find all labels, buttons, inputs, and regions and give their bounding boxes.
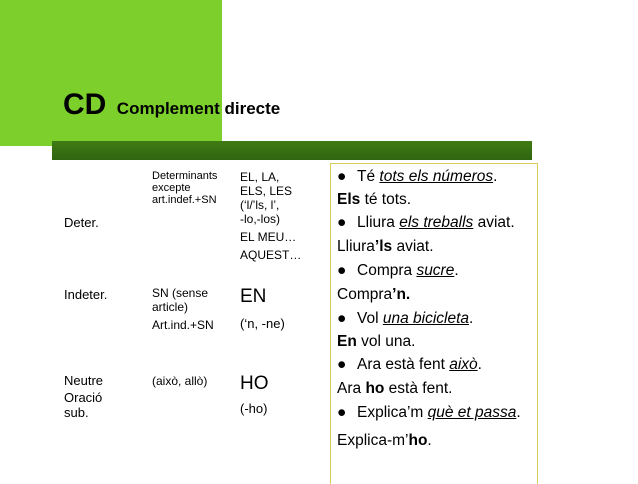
example-line <box>337 168 497 186</box>
example-highlight: tots els números <box>379 168 494 185</box>
example-text: . <box>454 262 459 279</box>
bullet-icon: ● <box>337 404 347 421</box>
desc-line: art.indef.+SN <box>152 194 217 206</box>
example-highlight: una bicicleta <box>382 310 470 327</box>
title-abbreviation: CD <box>63 88 107 121</box>
example-line <box>337 262 459 280</box>
example-text: . <box>469 310 474 327</box>
example-text: . <box>516 404 521 421</box>
example-text: Ara està fent <box>357 356 450 373</box>
form-line: ELS, LES <box>240 184 293 198</box>
example-line <box>337 191 411 209</box>
row-indeter-desc <box>152 286 214 332</box>
desc-line: excepte <box>152 182 191 194</box>
form-variants: (-ho) <box>240 401 268 416</box>
row-deter-forms <box>240 170 301 262</box>
title-underline-bar <box>52 141 532 160</box>
example-text: Lliura <box>357 214 400 231</box>
form-variants: (‘n, -ne) <box>240 316 285 331</box>
form-line: EL MEU… <box>240 230 297 244</box>
example-text: Lliura <box>337 238 375 255</box>
desc-line: Art.ind.+SN <box>152 318 214 332</box>
example-text: . <box>477 356 482 373</box>
example-text: aviat. <box>392 238 434 255</box>
form-main: HO <box>240 373 269 394</box>
example-pronoun: ho <box>408 432 428 449</box>
label-line: Oració <box>64 390 103 405</box>
desc-line: article) <box>152 300 189 314</box>
example-pronoun: ’ls <box>374 238 393 255</box>
bullet-icon: ● <box>337 168 347 185</box>
example-line <box>337 310 473 328</box>
example-text: Ara <box>337 380 366 397</box>
example-line <box>337 380 452 398</box>
example-text: Explica’m <box>357 404 428 421</box>
example-line <box>337 333 415 351</box>
example-line <box>337 238 434 256</box>
example-highlight: els treballs <box>399 214 474 231</box>
form-main: EN <box>240 286 267 307</box>
slide-title <box>63 88 280 122</box>
row-label-neutre <box>64 373 103 420</box>
example-highlight: això <box>449 356 478 373</box>
row-label-deter: Deter. <box>64 215 99 230</box>
example-pronoun: ho <box>365 380 385 397</box>
example-text: aviat. <box>473 214 515 231</box>
form-line: AQUEST… <box>240 248 302 262</box>
example-text: Explica-m’ <box>337 432 409 449</box>
example-text: vol una. <box>356 333 416 350</box>
desc-line: Determinants <box>152 170 218 182</box>
row-label-indeter: Indeter. <box>64 287 108 302</box>
example-highlight: sucre <box>416 262 455 279</box>
row-neutre-desc: (això, allò) <box>152 374 208 388</box>
example-text: té tots. <box>360 191 412 208</box>
example-line <box>337 286 410 304</box>
example-pronoun: ’n. <box>392 286 411 303</box>
row-neutre-forms <box>240 373 269 416</box>
form-line: EL, LA, <box>240 170 280 184</box>
bullet-icon: ● <box>337 214 347 231</box>
bullet-icon: ● <box>337 310 347 327</box>
form-line: -lo,-los) <box>240 212 281 226</box>
example-text: està fent. <box>384 380 453 397</box>
row-deter-desc <box>152 170 217 206</box>
example-text: . <box>493 168 498 185</box>
example-line <box>337 432 432 450</box>
example-text: Compra <box>357 262 417 279</box>
example-text: . <box>427 432 432 449</box>
example-pronoun: Els <box>337 191 361 208</box>
label-line: Neutre <box>64 373 104 388</box>
example-pronoun: En <box>337 333 357 350</box>
example-line <box>337 404 521 422</box>
example-text: Té <box>357 168 380 185</box>
title-text: Complement directe <box>116 99 281 118</box>
example-line <box>337 214 515 232</box>
label-line: sub. <box>64 405 89 420</box>
row-indeter-forms <box>240 286 285 331</box>
example-highlight: què et passa <box>427 404 517 421</box>
example-text: Vol <box>357 310 383 327</box>
bullet-icon: ● <box>337 356 347 373</box>
example-text: Compra <box>337 286 393 303</box>
form-line: (‘l/’ls, l’, <box>240 198 280 212</box>
example-line <box>337 356 482 374</box>
green-header-block <box>0 0 222 146</box>
desc-line: SN (sense <box>152 286 209 300</box>
bullet-icon: ● <box>337 262 347 279</box>
